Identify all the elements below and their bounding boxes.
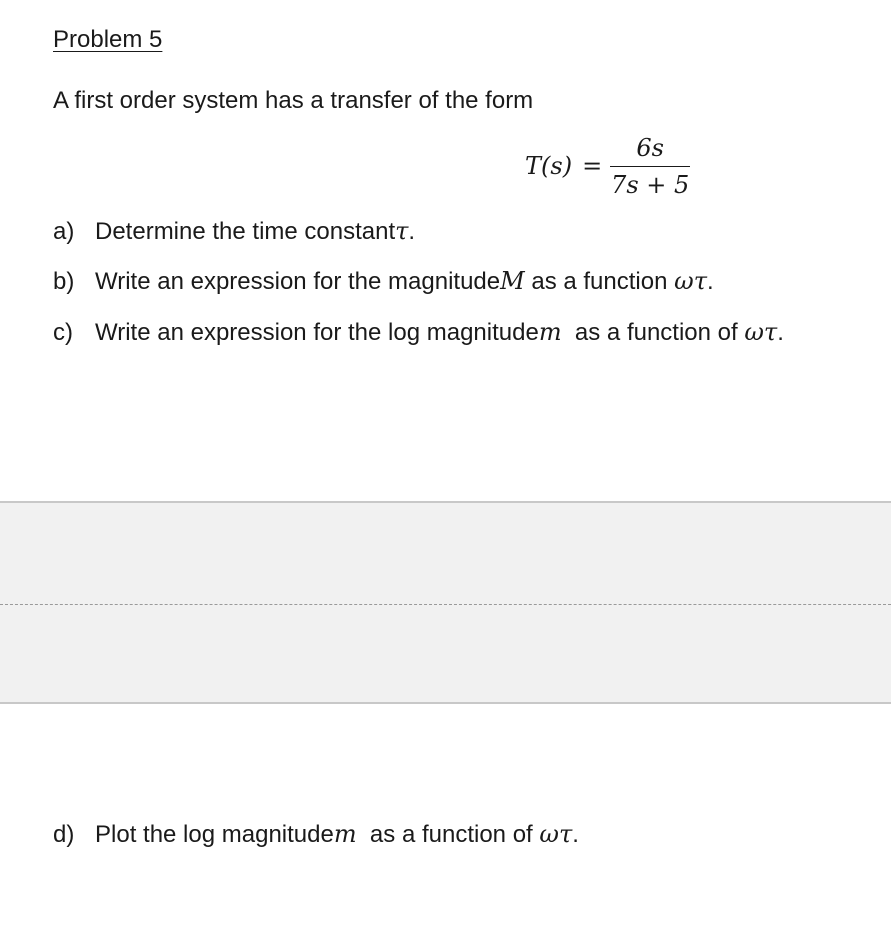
answer-divider — [0, 604, 891, 605]
question-b-text: Write an expression for the magnitude — [95, 268, 501, 295]
question-d-text: Plot the log magnitude — [95, 821, 334, 848]
question-a-period: . — [408, 218, 416, 245]
question-b-middle-text: as a function — [524, 268, 675, 295]
question-b-symbol: M — [500, 267, 525, 295]
question-a-text: Determine the time constant — [95, 218, 396, 245]
question-d-symbol2: ωτ — [539, 820, 573, 848]
question-d-symbol: m — [333, 820, 357, 848]
question-d-marker: d) — [53, 821, 75, 848]
question-d-period: . — [572, 821, 579, 848]
equation-equals-sign: = — [582, 152, 603, 180]
equation-fraction — [610, 134, 690, 199]
problem-intro: A first order system has a transfer of the form — [53, 87, 534, 114]
question-c-symbol2: ωτ — [744, 318, 778, 346]
question-c-text: Write an expression for the log magnitude — [95, 319, 539, 346]
question-c-symbol: m — [538, 318, 562, 346]
question-c — [53, 318, 784, 347]
question-d-middle-text: as a function of — [356, 821, 540, 848]
question-b-period: . — [706, 268, 714, 295]
equation-lhs: T(s) — [525, 152, 573, 180]
question-b-symbol2: ωτ — [674, 267, 707, 295]
question-a-marker: a) — [53, 218, 75, 245]
question-b — [53, 267, 714, 296]
question-a — [53, 217, 415, 246]
question-c-marker: c) — [53, 319, 73, 346]
question-c-period: . — [777, 319, 784, 346]
equation-denominator: 7s + 5 — [611, 170, 690, 199]
question-c-middle-text: as a function of — [561, 319, 745, 346]
answer-input-area[interactable] — [0, 501, 891, 704]
problem-heading: Problem 5 — [53, 26, 163, 53]
question-d — [53, 820, 579, 849]
question-b-marker: b) — [53, 268, 75, 295]
question-a-symbol: τ — [395, 217, 409, 245]
transfer-function-equation — [525, 130, 690, 202]
equation-numerator: 6s — [610, 134, 690, 167]
